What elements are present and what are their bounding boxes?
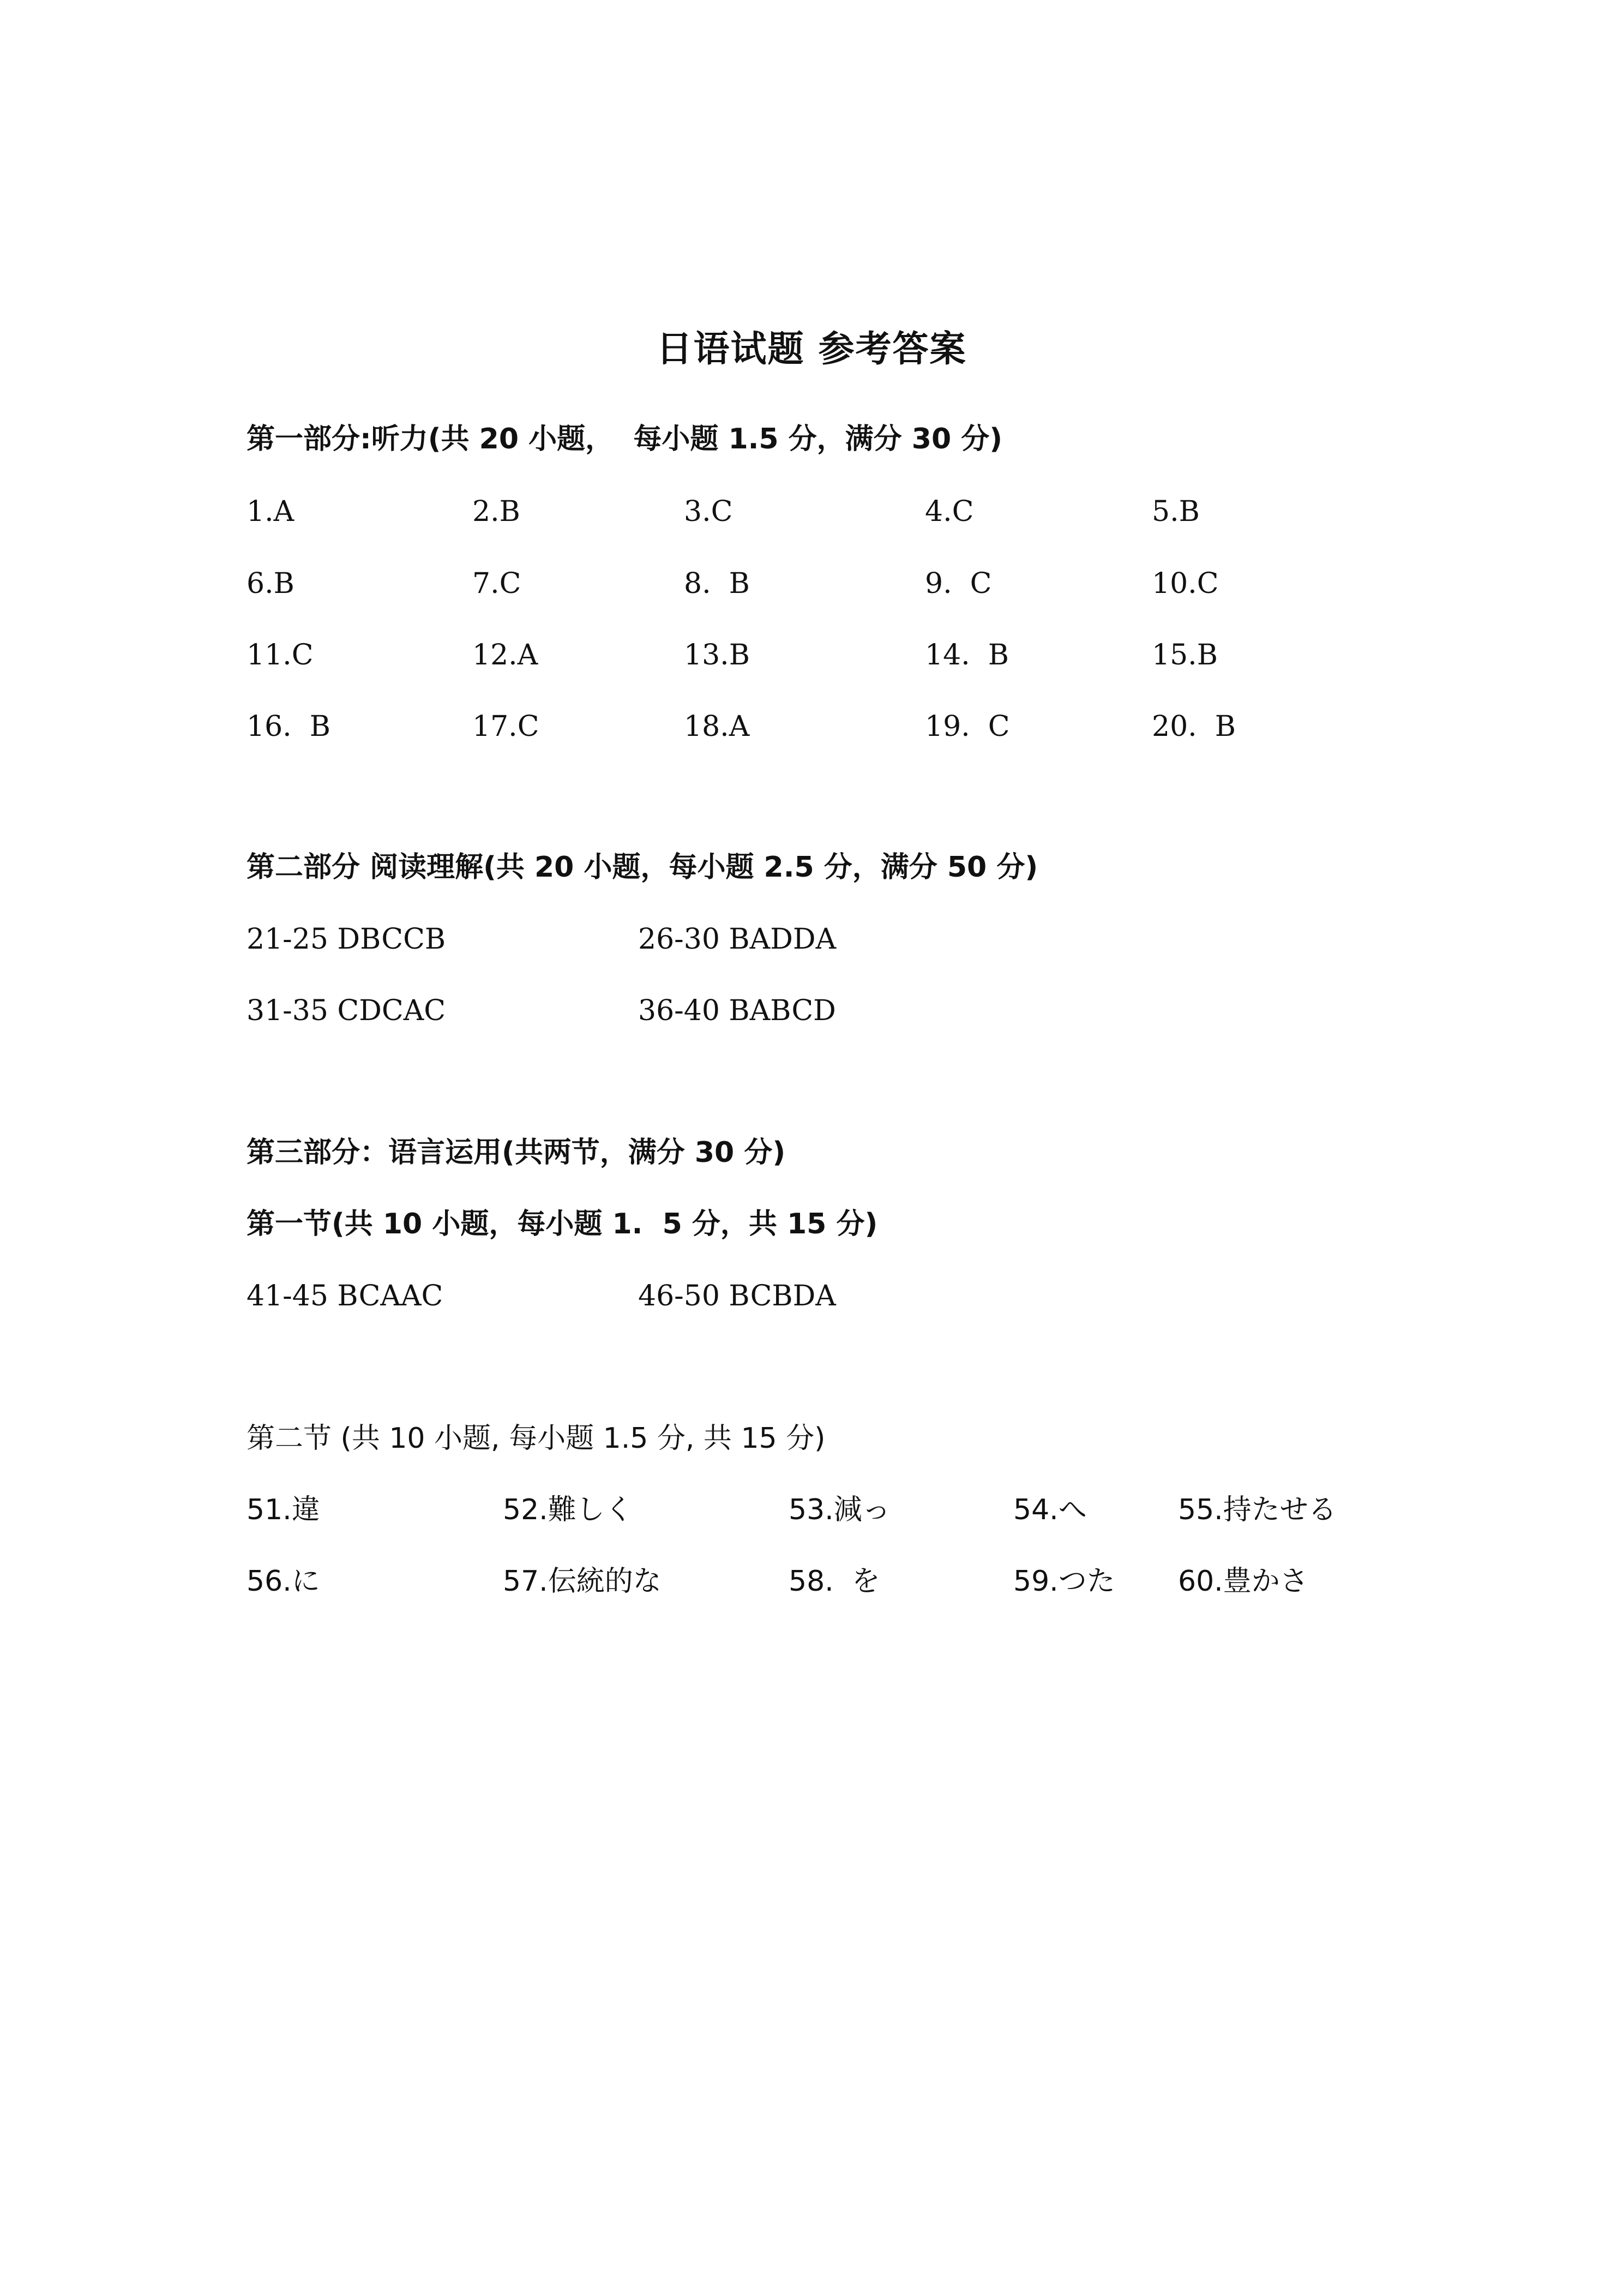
answer-55: 55.持たせる [1178,1494,1337,1526]
answer-12: 12.A [472,639,538,672]
answer-3: 3.C [684,495,733,528]
answer-15: 15.B [1152,639,1218,672]
answer-7: 7.C [472,567,521,600]
answer-range-46-50: 46-50 BCBDA [638,1280,836,1312]
answer-60: 60.豊かさ [1178,1565,1308,1598]
answer-5: 5.B [1152,495,1200,528]
answer-range-31-35: 31-35 CDCAC [247,994,446,1027]
part1-row-3 [0,633,1623,677]
answer-19: 19. C [925,710,1010,743]
answer-range-36-40: 36-40 BABCD [638,994,836,1027]
part1-row-2 [0,562,1623,606]
part1-row-4 [0,705,1623,748]
answer-range-21-25: 21-25 DBCCB [247,923,446,956]
answer-53: 53.減っ [789,1494,891,1526]
part2-heading: 第二部分 阅读理解(共 20 小题，每小题 2.5 分，满分 50 分) [247,851,1038,884]
part3-section2-row-2 [0,1560,1623,1603]
answer-9: 9. C [925,567,992,600]
answer-56: 56.に [247,1565,320,1598]
answer-18: 18.A [684,710,750,743]
answer-10: 10.C [1152,567,1219,600]
part3-section2-row-1 [0,1488,1623,1532]
answer-17: 17.C [472,710,539,743]
answer-57: 57.伝統的な [503,1565,662,1598]
part2-row-2 [0,989,1623,1033]
page-title: 日语试题 参考答案 [656,328,967,370]
answer-16: 16. B [247,710,330,743]
part1-row-1 [0,490,1623,533]
part3-section2-heading: 第二节 (共 10 小题, 每小题 1.5 分, 共 15 分) [247,1422,826,1455]
answer-1: 1.A [247,495,294,528]
answer-13: 13.B [684,639,750,672]
part3-section1-row [0,1274,1623,1318]
answer-4: 4.C [925,495,974,528]
answer-52: 52.難しく [503,1494,633,1526]
answer-14: 14. B [925,639,1009,672]
answer-51: 51.違 [247,1494,320,1526]
answer-58: 58. を [789,1565,880,1598]
part2-row-1 [0,918,1623,961]
part1-heading: 第一部分:听力(共 20 小题， 每小题 1.5 分，满分 30 分) [247,423,1002,455]
part3-section1-heading: 第一节(共 10 小题，每小题 1. 5 分，共 15 分) [247,1208,878,1240]
answer-range-26-30: 26-30 BADDA [638,923,837,956]
answer-range-41-45: 41-45 BCAAC [247,1280,443,1312]
answer-54: 54.へ [1013,1494,1087,1526]
answer-8: 8. B [684,567,750,600]
answer-59: 59.つた [1013,1565,1115,1598]
answer-2: 2.B [472,495,520,528]
part3-heading: 第三部分：语言运用(共两节，满分 30 分) [247,1136,786,1169]
answer-20: 20. B [1152,710,1236,743]
answer-6: 6.B [247,567,294,600]
answer-11: 11.C [247,639,314,672]
